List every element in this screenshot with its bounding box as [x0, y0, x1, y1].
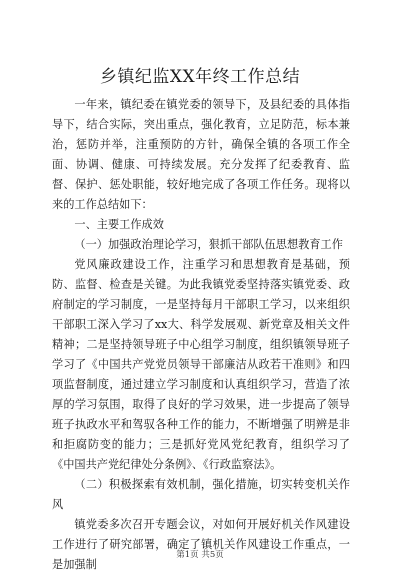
body-paragraph-2: 镇党委多次召开专题会议，对如何开展好机关作风建设工作进行了研究部署，确定了镇机关作风建设工作重点，一是加强制: [52, 518, 350, 571]
intro-paragraph: 一年来，镇纪委在镇党委的领导下，及县纪委的具体指导下，结合实际，突出重点，强化教育，立足防范，标本兼治，惩防并举，注重预防的方针，确保全镇的各项工作全面、协调、健康、可持续发展。充分发挥了纪委教育、监督、保护、惩处职能，较好地完成了各项工作任务。现将以来的工作总结如下：: [52, 98, 350, 211]
page-footer: 第1页 共5页: [176, 550, 224, 560]
document-body: [52, 95, 350, 575]
document-title: 乡镇纪监XX年终工作总结: [99, 67, 301, 87]
subsection-heading-1: （一）加强政治理论学习，狠抓干部队伍思想教育工作: [74, 238, 343, 251]
section-heading: 一、主要工作成效: [74, 218, 164, 231]
subsection-heading-2: （二）积极探索有效机制，强化措施，切实转变机关作风: [52, 478, 350, 511]
body-paragraph-1: 党风廉政建设工作，注重学习和思想教育是基础，预防、监督、检查是关键。为此我镇党委坚持落实镇党委、政府制定的学习制度，一是坚持每月干部职工学习，以来组织干部职工深入学习了xx大、科学发展观、新党章及相关文件精神；二是坚持领导班子中心组学习制度，组织镇领导班子学习了《中国共产党党员领导干部廉洁从政若干准则》和四项监督制度，通过建立学习制度和认真组织学习，营造了浓厚的学习氛围，取得了良好的学习效果，进一步提高了领导班子执政水平和驾驭各种工作的能力，不断增强了明辨是非和拒腐防变的能力；三是抓好党风党纪教育，组织学习了《中国共产党纪律处分条例》、《行政监察法》。: [52, 258, 350, 471]
